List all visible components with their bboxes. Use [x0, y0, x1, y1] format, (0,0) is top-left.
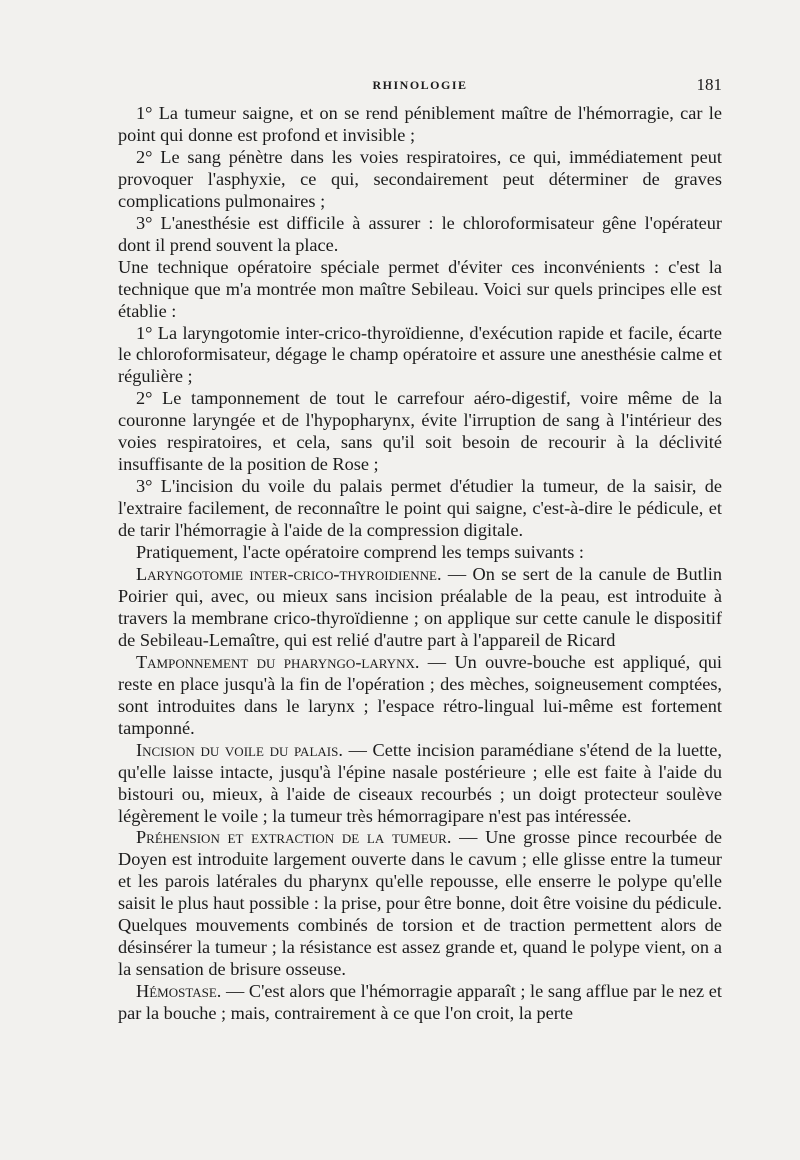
section-tamponnement	[118, 652, 722, 740]
section-laryngotomie	[118, 564, 722, 652]
section-heading: Laryngotomie inter-crico-thyroidienne.	[136, 564, 442, 585]
paragraph-text: Une technique opératoire spéciale permet d'éviter ces inconvénients : c'est la technique que m'a montrée mon maître Sebileau. Voici sur quels principes elle est établie :	[118, 256, 722, 321]
section-incision	[118, 740, 722, 828]
running-title: RHINOLOGIE	[372, 78, 468, 92]
paragraph-text: — On se sert de la canule de Butlin Poirier qui, avec, ou mieux sans incision préalable de la peau, est introduite à travers la membrane crico-thyroïdienne ; on applique sur cette canule le dispositif de Sebileau-Lemaître, qui est relié d'autre part à l'appareil de Ricard	[118, 564, 722, 650]
paragraph-text: 1° La laryngotomie inter-crico-thyroïdienne, d'exécution rapide et facile, écarte le chloroformisateur, dégage le champ opératoire et assure une anesthésie calme et régulière ;	[118, 322, 722, 387]
paragraph-text: — Une grosse pince recourbée de Doyen est introduite largement ouverte dans le cavum ; elle glisse entre la tumeur et les parois latérales du pharynx qu'elle repousse, elle enserre le polype qu'elle saisit le plus haut possible : la prise, pour être bonne, doit être voisine du pédicule. Quelques mouvements combinés de torsion et de traction permettent alors de désinsérer la tumeur ; la résistance est assez grande et, quand le polype vient, on a la sensation de brisure osseuse.	[118, 827, 722, 980]
section-heading: Préhension et extraction de la tumeur.	[136, 827, 452, 848]
paragraph-text: 3° L'anesthésie est difficile à assurer : le chloroformisateur gêne l'opérateur dont il prend souvent la place.	[118, 212, 722, 255]
paragraph-text: 1° La tumeur saigne, et on se rend péniblement maître de l'hémorragie, car le point qui donne est profond et invisible ;	[118, 103, 722, 145]
paragraph-7	[118, 476, 722, 542]
paragraph-8	[118, 542, 722, 564]
paragraph-3	[118, 213, 722, 257]
paragraph-text: 3° L'incision du voile du palais permet d'étudier la tumeur, de la saisir, de l'extraire facilement, de reconnaître le point qui saigne, c'est-à-dire le pédicule, et de tarir l'hémorragie à l'aide de la compression digitale.	[118, 476, 722, 541]
page-number: 181	[696, 75, 722, 94]
paragraph-text: Pratiquement, l'acte opératoire comprend les temps suivants :	[136, 542, 585, 563]
section-heading: Incision du voile du palais.	[136, 739, 343, 760]
body-text	[118, 103, 722, 1025]
paragraph-6	[118, 388, 722, 476]
paragraph-text: 2° Le tamponnement de tout le carrefour aéro-digestif, voire même de la couronne laryngée et de l'hypopharynx, évite l'irruption de sang à l'intérieur des voies respiratoires, et cela, sans qu'il soit besoin de recourir à la déclivité insuffisante de la position de Rose ;	[118, 388, 722, 475]
paragraph-text: — Cette incision paramédiane s'étend de la luette, qu'elle laisse intacte, jusqu'à l'épine nasale postérieure ; elle est faite à l'aide du bistouri ou, mieux, à l'aide de ciseaux recourbés ; un doigt protecteur soulève légèrement le voile ; la tumeur très hémorragipare n'est pas intéressée.	[118, 739, 722, 826]
page-header	[118, 76, 722, 98]
section-heading: Hémostase.	[136, 981, 222, 1002]
section-hemostase	[118, 981, 722, 1025]
paragraph-2	[118, 147, 722, 213]
paragraph-5	[118, 323, 722, 389]
paragraph-text: 2° Le sang pénètre dans les voies respiratoires, ce qui, immédiatement peut provoquer l'asphyxie, ce qui, secondairement peut déterminer de graves complications pulmonaires ;	[118, 146, 722, 211]
paragraph-text: — C'est alors que l'hémorragie apparaît ; le sang afflue par le nez et par la bouche ; mais, contrairement à ce que l'on croit, la perte	[118, 981, 722, 1024]
paragraph-1	[118, 103, 722, 147]
paragraph-text: — Un ouvre-bouche est appliqué, qui reste en place jusqu'à la fin de l'opération ; des mèches, soigneusement comptées, sont introduites dans le larynx ; l'espace rétro-lingual lui-même est fortement tamponné.	[118, 651, 722, 738]
section-heading: Tamponnement du pharyngo-larynx.	[136, 651, 420, 672]
section-prehension	[118, 827, 722, 981]
paragraph-4	[118, 257, 722, 323]
